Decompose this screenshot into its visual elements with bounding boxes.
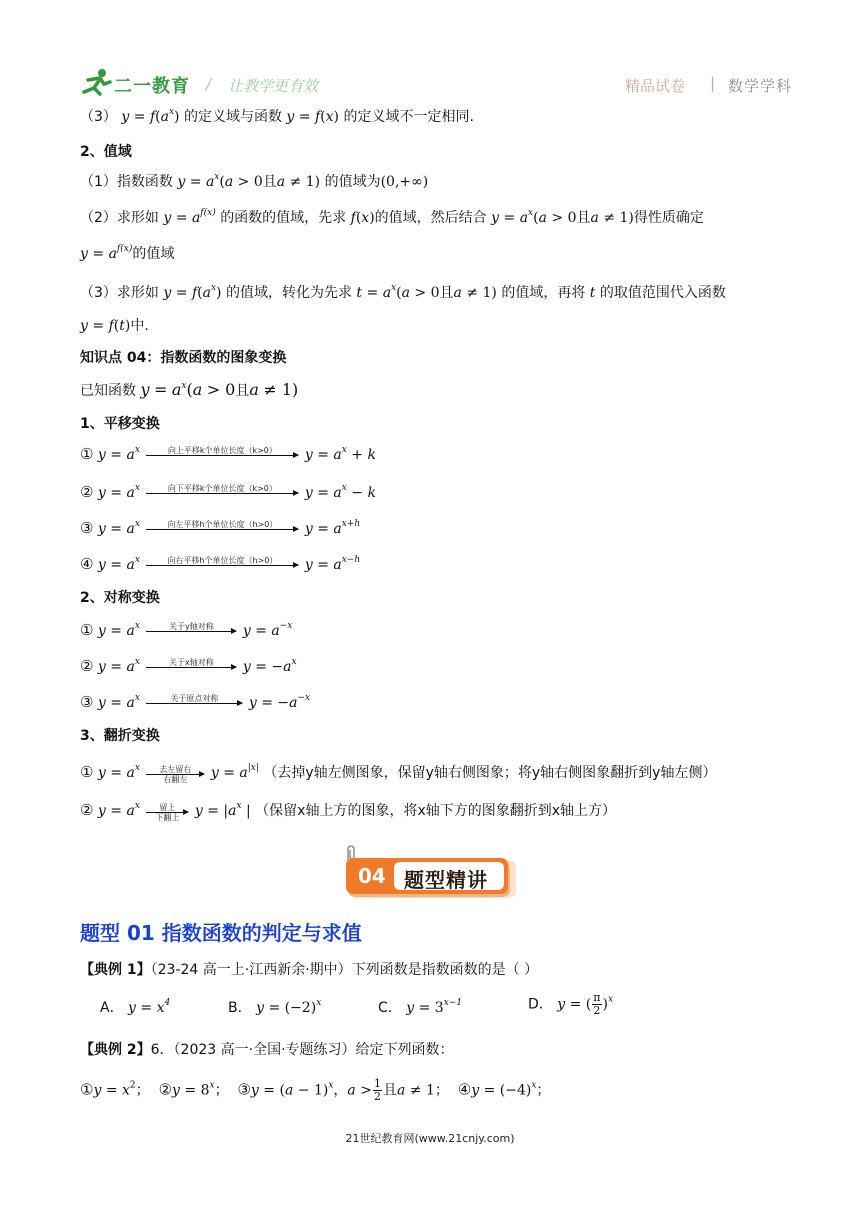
example-tag: 【典例 2】 [80,1042,151,1058]
banner-number: 04 [358,864,386,888]
option-letter: B． [228,1000,252,1016]
arrow-label: 向下平移k个单位长度（k>0） [167,484,277,493]
arrow-label-top: 去左留右 [159,764,192,774]
arrow-label: 向上平移k个单位长度（k>0） [167,446,277,455]
option-letter: C． [378,1000,402,1016]
flip-note: （保留x轴上方的图象，将x轴下方的图象翻折到x轴上方） [255,803,617,819]
item-text: 的取值范围代入函数 [599,285,726,301]
transform-arrow [146,446,298,456]
example-source: （23-24 高一上·江西新余·期中） [150,962,352,978]
marker: ① [80,1080,94,1099]
type01-title: 题型 01 指数函数的判定与求值 [80,921,362,945]
option-letter: D． [528,996,553,1013]
arrow-label: 向左平移h个单位长度（h>0） [167,520,278,529]
marker: ③ [80,519,94,537]
translate-4: ④ $y = a^x$ 向右平移h个单位长度（h>0） $y = a^{x-h}$ [80,555,361,573]
marker: ② [80,657,94,675]
item-text: 的值域，转化为先求 [225,285,352,301]
section-banner [346,848,516,902]
range-heading: 2、值域 [80,144,132,160]
transform-arrow [146,556,298,566]
option-c: C． $y = 3^{x-1}$ [378,998,463,1016]
item-text: 指数函数 [116,174,173,190]
item-text: 的值域 [132,246,175,262]
given-label: 已知函数 [80,383,136,399]
condition-word: 且 [382,1082,397,1099]
header-separator: | [710,74,716,92]
item-text: 求形如 [116,285,159,301]
transform-arrow [146,520,298,530]
slogan-separator: / [206,75,212,93]
marker: ② [80,483,94,501]
translate-1: ① $y = a^x$ 向上平移k个单位长度（k>0） $y = a^x + k$ [80,445,376,463]
option-letter: A． [100,1000,124,1016]
item-text: 的值域，再将 [501,285,586,301]
example-1-stem [80,960,538,980]
transform-arrow [146,765,204,784]
transform-arrow [146,694,242,704]
item-text: 的值域为 [324,174,381,190]
arrow-label-top: 留上 [159,802,176,812]
marker: ③ [237,1080,251,1099]
option-a: A． $y = x^4$ [100,998,171,1016]
example-source: （2023 高一·全国·专题练习） [173,1042,356,1058]
item-text: 求形如 [116,210,159,226]
arrow-label-bottom: 下翻上 [155,812,180,822]
example-2-stem [80,1040,454,1060]
flip-note: （去掉y轴左侧图象，保留y轴右侧图象；将y轴右侧图象翻折到y轴左侧） [263,765,717,781]
kp04-given: 已知函数 $y = a^x(a > 0$且a ≠ 1) [80,380,299,399]
domain-item-3: （3） $y = f(a^x)$ 的定义域与函数 y = f(x) 的定义域不一定相同. [80,107,474,125]
marker: ① [80,763,94,781]
item-text: 的值域，然后结合 [374,210,487,226]
transform-arrow [146,484,298,494]
example-2-functions: ①y = $x^2$； ②y = $8^x$； ③y = $(a - 1)^x$，a > $\frac{1}{2}$ 且a ≠ 1； ④y = $(-4)^x$； [80,1077,551,1103]
banner-title: 题型精讲 [404,868,488,892]
item-number: （3） [80,285,117,301]
symmetry-3: ③ $y = a^x$ 关于原点对称 $y = -a^{-x}$ [80,693,311,711]
marker: ④ [457,1080,472,1099]
marker: ① [80,445,94,463]
range-item-2-cont: $y = a^{f(x)}$的值域 [80,244,175,262]
arrow-label: 关于y轴对称 [168,622,214,631]
header-subject: 数学学科 [728,77,793,95]
kp04-title: 知识点 04：指数函数的图象变换 [80,350,287,366]
page-footer: 21世纪教育网(www.21cnjy.com) [345,1132,515,1145]
example-number: 6． [150,1042,174,1058]
range-item-3: （3）求形如 $y = f(a^x)$ 的值域，转化为先求 $t = a^x(a > 0$且a ≠ 1) 的值域，再将 t 的取值范围代入函数 [80,283,726,301]
arrow-label-bottom: 右翻左 [163,774,188,784]
transform-arrow [146,622,236,632]
transform-arrow [146,803,188,822]
example-tag: 【典例 1】 [80,962,151,978]
range-item-1: （1）指数函数 $y = a^x(a > 0$且a ≠ 1) 的值域为(0,+∞) [80,172,429,190]
item-number: （1） [80,174,117,190]
marker: ② [158,1080,173,1099]
translate-heading: 1、平移变换 [80,416,160,432]
range-item-2: （2）求形如 $y = a^{f(x)}$ 的函数的值域，先求 f(x)的值域，然后结合 $y = a^x(a > 0$且a ≠ 1)得性质确定 [80,208,704,226]
example-1-options [80,991,780,1030]
marker: ② [80,801,94,819]
flip-heading: 3、翻折变换 [80,728,160,744]
marker: ① [80,621,94,639]
option-b: B． $y = (-2)^x$ [228,998,322,1016]
slogan: 让教学更有效 [228,77,319,95]
item-text: 得性质确定 [633,210,704,226]
symmetry-2: ② $y = a^x$ 关于x轴对称 $y = -a^x$ [80,657,297,675]
item-number: （2） [80,210,117,226]
item-text: 中. [130,318,149,334]
example-stem: 下列函数是指数函数的是（ ） [351,962,539,978]
marker: ③ [80,693,94,711]
symmetry-1: ① $y = a^x$ 关于y轴对称 $y = a^{-x}$ [80,621,293,639]
runner-logo-icon [80,68,114,98]
symmetry-heading: 2、对称变换 [80,590,160,606]
flip-1: ① $y = a^x$ 去左留右 右翻左 $y = a^{|x|}$ （去掉y轴左侧图象，保留y轴右侧图象；将y轴右侧图象翻折到y轴左侧） [80,763,717,784]
item-number: （3） [80,109,117,125]
logo-text: 二一教育 [114,76,190,97]
range-item-3-cont: y = f(t)中. [80,318,149,334]
translate-3: ③ $y = a^x$ 向左平移h个单位长度（h>0） $y = a^{x+h}$ [80,519,361,537]
header-tag: 精品试卷 [625,77,686,95]
flip-2: ② $y = a^x$ 留上 下翻上 $y = |a^x$ | （保留x轴上方的图象，将x轴下方的图象翻折到x轴上方） [80,801,617,822]
marker: ④ [80,555,94,573]
item-text: 的定义域与函数 [183,109,282,125]
arrow-label: 关于x轴对称 [168,658,214,667]
item-text: 的函数的值域，先求 [220,210,347,226]
item-text: 的定义域不一定相同. [343,109,474,125]
header [80,66,793,106]
arrow-label: 关于原点对称 [170,694,219,703]
arrow-label: 向右平移h个单位长度（h>0） [167,556,278,565]
transform-arrow [146,658,236,668]
option-d: D． y = ( $\frac{\pi}{2}$ )$^x$ [528,991,614,1017]
example-stem: 给定下列函数： [355,1042,454,1058]
translate-2: ② $y = a^x$ 向下平移k个单位长度（k>0） $y = a^x - k$ [80,483,376,501]
